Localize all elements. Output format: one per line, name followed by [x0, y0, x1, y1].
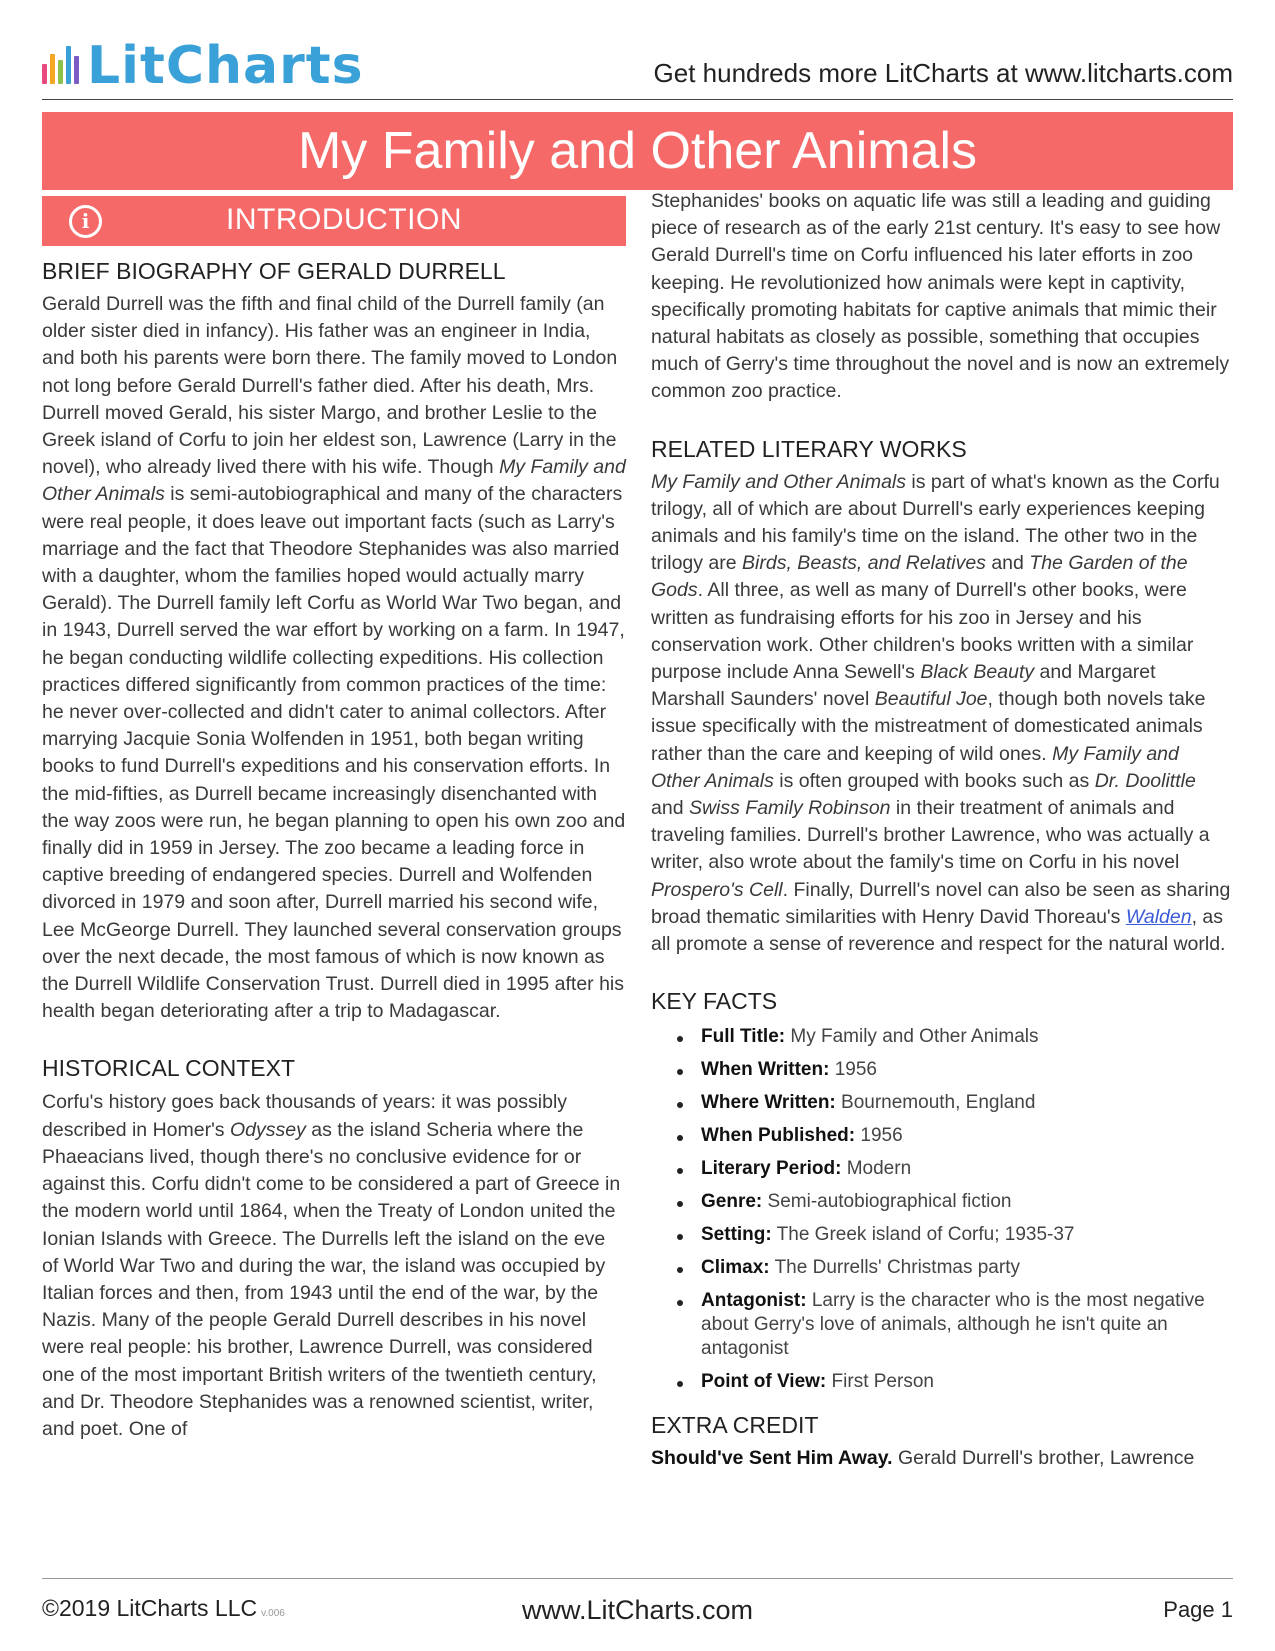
historical-text-part: as the island Scheria where the Phaeacians lived, though there's no conclusive evidence for or against this. Corfu didn't come to be considered a part of Greece in the modern world until 1864, when the Treaty of London united the Ionian Islands with Greece. The Durrells left the island on the eve of World War Two and during the war, the island was occupied by Italian forces and then, from 1943 until the end of the war, by the Nazis. Many of the people Gerald Durrell describes in his novel were real people: his brother, Lawrence Durrell, was considered one of the most important British writers of the twentieth century, and Dr. Theodore Stephanides was a renowned scientist, writer, and poet. One of — [42, 1118, 621, 1440]
related-text-part: . Finally, Durrell's novel can also be seen as sharing broad thematic similarities with Henry David Thoreau's — [651, 878, 1231, 928]
key-fact-label: Setting: — [701, 1224, 772, 1246]
page-header — [42, 28, 1233, 100]
header-tagline[interactable]: Get hundreds more LitCharts at www.litcharts.com — [653, 58, 1233, 88]
key-fact-label: When Published: — [701, 1125, 856, 1147]
key-fact-value: Larry is the character who is the most negative about Gerry's love of animals, although he isn't quite an antagonist — [701, 1290, 1205, 1360]
walden-link[interactable]: Walden — [1125, 905, 1192, 928]
logo-bar — [66, 46, 71, 84]
extra-credit-title: Should've Sent Him Away. — [651, 1447, 893, 1470]
logo-bar — [50, 54, 55, 84]
related-text-part: and Margaret Marshall Saunders' novel — [651, 661, 1156, 711]
related-text-part: . All three, as well as many of Durrell's other books, were written as fundraising efforts for his zoo in Jersey and his conservation work. Other children's books written with a similar purpose include Anna Sewell's — [651, 579, 1194, 684]
related-text-part: in their treatment of animals and traveling families. Durrell's brother Lawrence, who was actually a writer, also wrote about the family's time on Corfu in his novel — [651, 797, 1210, 874]
book-title: Odyssey — [229, 1118, 306, 1141]
copyright-text: ©2019 LitCharts LLC — [42, 1595, 258, 1621]
key-fact-item — [651, 1124, 1233, 1148]
introduction-label: INTRODUCTION — [226, 203, 462, 236]
key-fact-item — [651, 1223, 1233, 1247]
related-text-part: and — [651, 797, 689, 820]
key-fact-item — [651, 1289, 1233, 1361]
biography-text-part: is semi-autobiographical and many of the characters were real people, it does leave out important facts (such as Larry's marriage and the fact that Theodore Stephanides was also married with a daughter, whom the families hoped would actually marry Gerald). The Durrell family left Corfu as World War Two began, and in 1943, Durrell served the war effort by working on a farm. In 1947, he began conducting wildlife collecting expeditions. His collection practices differed significantly from common practices of the time: he never over-collected and didn't cater to animal collectors. After marrying Jacquie Sonia Wolfenden in 1951, both began writing books to fund Durrell's expeditions and his conservation efforts. In the mid-fifties, as Durrell became increasingly disenchanted with the way zoos were run, he began planning to open his own zoo and finally did in 1959 in Jersey. The zoo became a leading force in captive breeding of endangered species. Durrell and Wolfenden divorced in 1979 and soon after, Durrell married his second wife, Lee McGeorge Durrell. They launched several conservation groups over the next decade, the most famous of which is now known as the Durrell Wildlife Conservation Trust. Durrell died in 1995 after his health began deteriorating after a trip to Madagascar. — [42, 483, 626, 1023]
page-title: My Family and Other Animals — [297, 122, 978, 180]
footer-site-link[interactable]: www.LitCharts.com — [521, 1595, 754, 1625]
book-title: My Family and Other Animals — [651, 742, 1179, 792]
info-icon: i — [69, 205, 102, 238]
related-heading: RELATED LITERARY WORKS — [651, 435, 967, 462]
key-fact-item — [651, 1190, 1233, 1214]
key-fact-value: First Person — [826, 1371, 934, 1393]
introduction-banner — [42, 196, 626, 246]
book-title: The Garden of the Gods — [651, 552, 1188, 602]
historical-text-continued: Stephanides' books on aquatic life was still a leading and guiding piece of research as of the early 21st century. It's easy to see how Gerald Durrell's time on Corfu influenced his later efforts in zoo keeping. He revolutionized how animals were kept in captivity, specifically promoting habitats for captive animals that mimic their natural habitats as closely as possible, something that occupies much of Gerry's time throughout the novel and is now an extremely common zoo practice. — [651, 190, 1230, 403]
key-fact-label: When Written: — [701, 1059, 830, 1081]
book-title: Beautiful Joe — [874, 688, 988, 711]
left-column — [42, 196, 626, 1443]
title-banner — [42, 112, 1233, 190]
key-fact-label: Point of View: — [701, 1371, 827, 1393]
biography-text — [42, 291, 626, 1025]
key-fact-value: My Family and Other Animals — [785, 1026, 1039, 1048]
related-text-part: , though both novels take issue specifically with the mistreatment of domesticated animals rather than the care and keeping of wild ones. — [651, 688, 1206, 765]
extra-credit-text — [651, 1445, 1233, 1472]
key-fact-value: The Greek island of Corfu; 1935-37 — [771, 1224, 1075, 1246]
key-fact-item — [651, 1256, 1233, 1280]
historical-heading: HISTORICAL CONTEXT — [42, 1055, 296, 1082]
key-fact-value: 1956 — [855, 1125, 903, 1147]
historical-text-part: Corfu's history goes back thousands of years: it was possibly described in Homer's — [42, 1091, 568, 1141]
key-fact-label: Climax: — [701, 1257, 770, 1279]
book-title: My Family and Other Animals — [651, 470, 907, 493]
right-column — [651, 190, 1233, 1472]
key-fact-item — [651, 1058, 1233, 1082]
page-footer — [42, 1578, 1233, 1638]
version-label: v.006 — [261, 1608, 285, 1619]
book-title: My Family and Other Animals — [42, 456, 626, 506]
key-fact-label: Literary Period: — [701, 1158, 842, 1180]
book-title: Birds, Beasts, and Relatives — [742, 552, 986, 575]
key-fact-item — [651, 1091, 1233, 1115]
key-fact-item — [651, 1370, 1233, 1394]
related-text-part: and — [985, 552, 1030, 575]
logo-bar — [42, 64, 47, 84]
book-title: Black Beauty — [920, 661, 1035, 684]
related-text-part: is often grouped with books such as — [773, 769, 1095, 792]
litcharts-logo[interactable] — [42, 36, 364, 96]
key-fact-value: The Durrells' Christmas party — [769, 1257, 1020, 1279]
key-fact-value: Bournemouth, England — [835, 1092, 1036, 1114]
key-facts-heading: KEY FACTS — [651, 988, 778, 1015]
logo-bar — [74, 56, 79, 84]
book-title: Swiss Family Robinson — [688, 797, 891, 820]
biography-text-part: Gerald Durrell was the fifth and final child of the Durrell family (an older sister died in infancy). His father was an engineer in India, and both his parents were born there. The family moved to London not long before Gerald Durrell's father died. After his death, Mrs. Durrell moved Gerald, his sister Margo, and brother Leslie to the Greek island of Corfu to join her eldest son, Lawrence (Larry in the novel), who already lived there with his wife. Though — [42, 293, 618, 479]
extra-credit-heading: EXTRA CREDIT — [651, 1412, 819, 1439]
key-fact-label: Genre: — [701, 1191, 763, 1213]
extra-credit-body: Gerald Durrell's brother, Lawrence — [892, 1447, 1195, 1470]
key-fact-item — [651, 1157, 1233, 1181]
key-fact-item — [651, 1025, 1233, 1049]
logo-bars-icon — [42, 38, 79, 84]
key-facts-list — [651, 1025, 1233, 1394]
related-text-part: is part of what's known as the Corfu trilogy, all of which are about Durrell's early experiences keeping animals and his family's time on the island. The other two in the trilogy are — [651, 470, 1220, 575]
page-number: Page 1 — [1163, 1597, 1233, 1622]
key-fact-value: 1956 — [829, 1059, 877, 1081]
key-fact-label: Full Title: — [701, 1026, 786, 1048]
historical-text — [42, 1089, 626, 1443]
related-text — [651, 469, 1233, 959]
related-text-part: , as all promote a sense of reverence and respect for the natural world. — [651, 905, 1226, 956]
key-fact-label: Antagonist: — [701, 1290, 807, 1312]
logo-bar — [58, 60, 63, 84]
book-title: Dr. Doolittle — [1094, 769, 1196, 792]
book-title: Prospero's Cell — [651, 878, 783, 901]
logo-text: LitCharts — [87, 36, 364, 96]
key-fact-label: Where Written: — [701, 1092, 836, 1114]
biography-heading: BRIEF BIOGRAPHY OF GERALD DURRELL — [42, 258, 506, 284]
key-fact-value: Semi-autobiographical fiction — [762, 1191, 1012, 1213]
key-fact-value: Modern — [841, 1158, 912, 1180]
